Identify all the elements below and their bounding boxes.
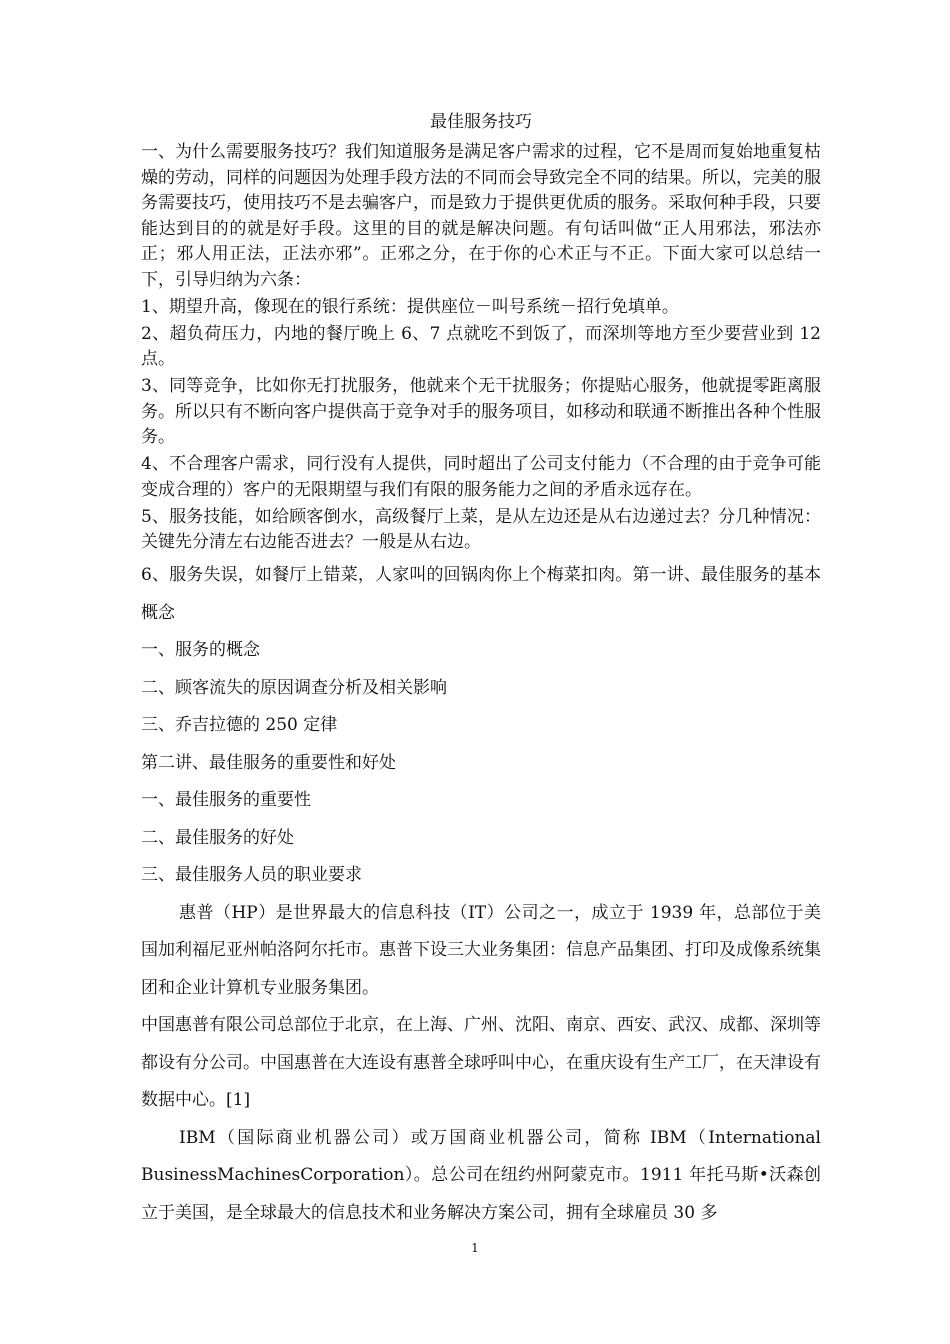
- list-item-4: 4、不合理客户需求，同行没有人提供，同时超出了公司支付能力（不合理的由于竞争可能变成合理的）客户的无限期望与我们有限的服务能力之间的矛盾永远存在。: [141, 454, 821, 500]
- hp-china-paragraph: 中国惠普有限公司总部位于北京，在上海、广州、沈阳、南京、西安、武汉、成都、深圳等都设有分公司。中国惠普在大连设有惠普全球呼叫中心，在重庆设有生产工厂，在天津设有数据中心。[1]: [141, 1015, 821, 1110]
- outline-item: 二、最佳服务的好处: [141, 827, 294, 848]
- list-item-1: 1、期望升高，像现在的银行系统：提供座位－叫号系统－招行免填单。: [141, 296, 679, 317]
- outline-item: 三、乔吉拉德的 250 定律: [141, 715, 338, 735]
- list-item-5: 5、服务技能，如给顾客倒水，高级餐厅上菜，是从左边还是从右边递过去？分几种情况：关键先分清左右边能否进去？一般是从右边。: [141, 506, 821, 552]
- hp-paragraph: 惠普（HP）是世界最大的信息科技（IT）公司之一，成立于 1939 年，总部位于美国加利福尼亚州帕洛阿尔托市。惠普下设三大业务集团：信息产品集团、打印及成像系统集团和企业计算机专业服务集团。: [141, 902, 821, 998]
- document-body: [141, 106, 821, 1232]
- list-item-2: 2、超负荷压力，内地的餐厅晚上 6、7 点就吃不到饭了，而深圳等地方至少要营业到 12 点。: [141, 323, 821, 369]
- ibm-paragraph: IBM（国际商业机器公司）或万国商业机器公司，简称 IBM（International BusinessMachinesCorporation）。总公司在纽约州阿蒙克市。1911 年托马斯•沃森创立于美国，是全球最大的信息技术和业务解决方案公司，拥有全球雇员 30 多: [141, 1127, 821, 1223]
- list-item-6: 6、服务失误，如餐厅上错菜，人家叫的回锅肉你上个梅菜扣肉。第一讲、最佳服务的基本概念: [141, 565, 821, 623]
- intro-paragraph: 一、为什么需要服务技巧？我们知道服务是满足客户需求的过程，它不是周而复始地重复枯燥的劳动，同样的问题因为处理手段方法的不同而会导致完全不同的结果。所以，完美的服务需要技巧，使用技巧不是去骗客户，而是致力于提供更优质的服务。采取何种手段，只要能达到目的的就是好手段。这里的目的就是解决问题。有句话叫做“正人用邪法，邪法亦正；邪人用正法，正法亦邪”。正邪之分，在于你的心术正与不正。下面大家可以总结一下，引导归纳为六条：: [141, 142, 821, 290]
- outline-item: 二、顾客流失的原因调查分析及相关影响: [141, 677, 447, 698]
- list-item-3: 3、同等竞争，比如你无打扰服务，他就来个无干扰服务；你提贴心服务，他就提零距离服务。所以只有不断向客户提供高于竞争对手的服务项目，如移动和联通不断推出各种个性服务。: [141, 376, 821, 447]
- outline-item: 一、最佳服务的重要性: [141, 790, 311, 810]
- section-heading: 第二讲、最佳服务的重要性和好处: [141, 752, 396, 773]
- document-title: 最佳服务技巧: [430, 112, 532, 132]
- outline-item: 一、服务的概念: [141, 640, 260, 660]
- outline-item: 三、最佳服务人员的职业要求: [141, 865, 362, 885]
- page-number: 1: [471, 1241, 479, 1255]
